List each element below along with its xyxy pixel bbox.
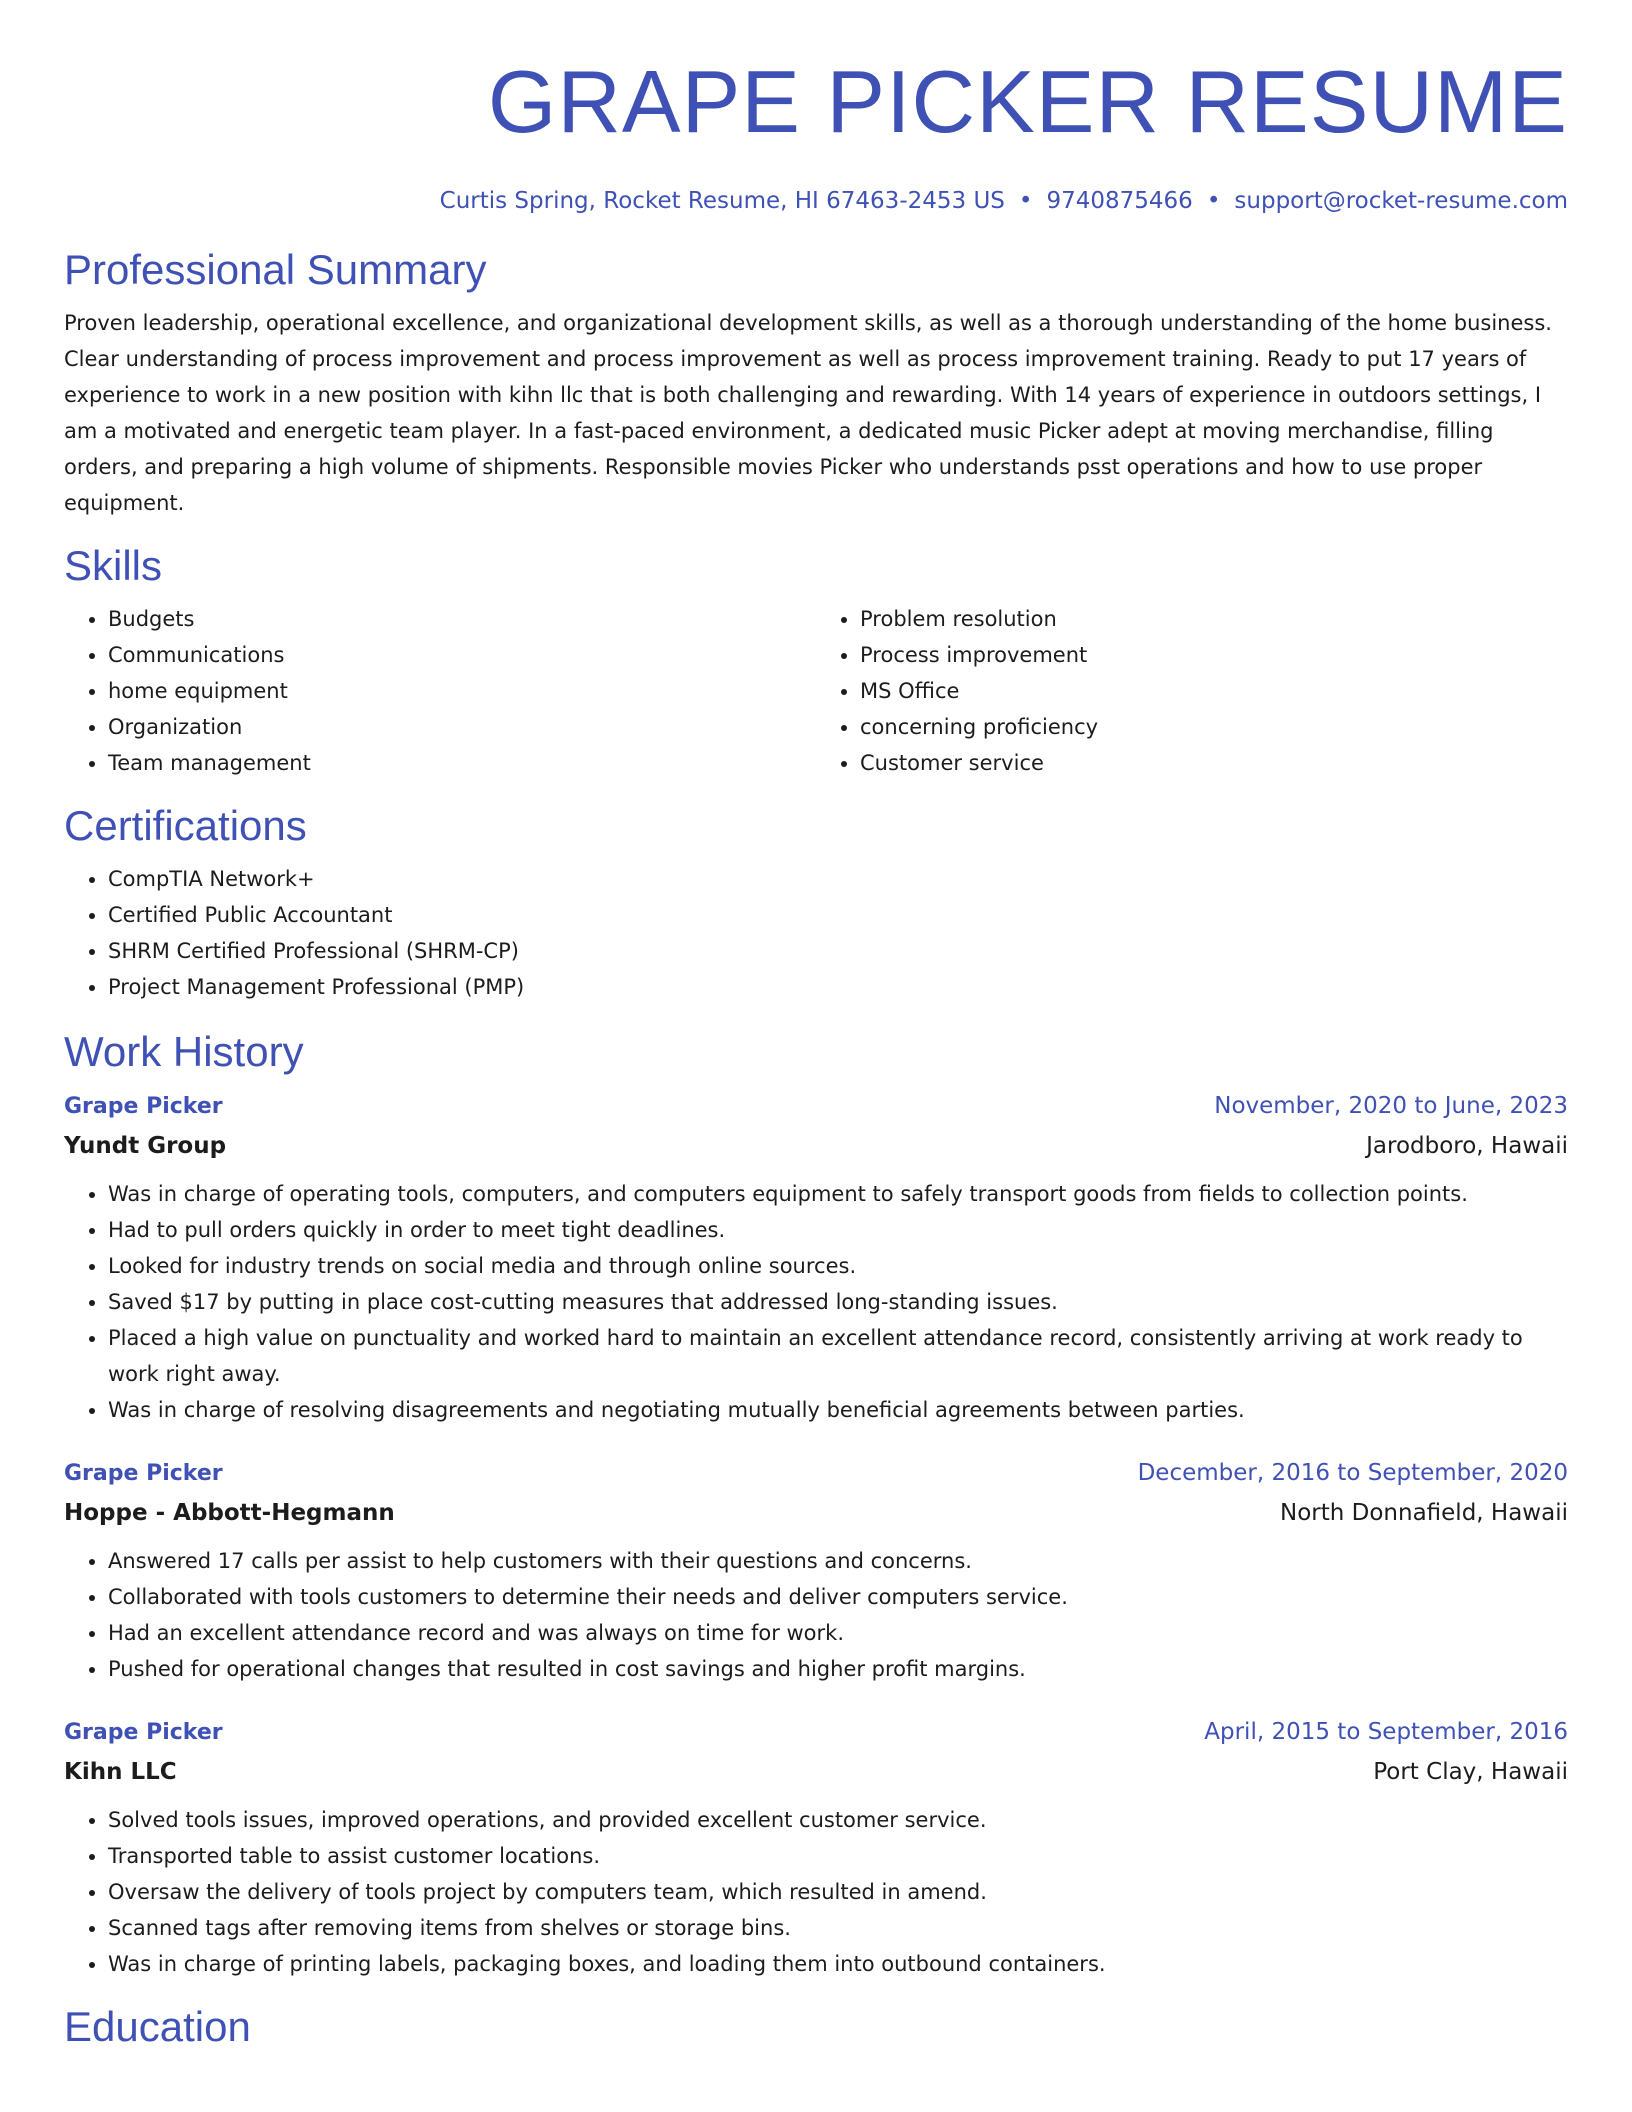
job-duty: • Solved tools issues, improved operations, and provided excellent customer service. bbox=[108, 1802, 1568, 1838]
job-entry bbox=[64, 1087, 1568, 1428]
job-location: North Donnafield, Hawaii bbox=[1280, 1500, 1568, 1526]
job-duty: • Collaborated with tools customers to determine their needs and deliver computers service. bbox=[108, 1579, 1568, 1615]
skill-item: • Communications bbox=[108, 637, 816, 673]
job-title: Grape Picker bbox=[64, 1720, 223, 1745]
job-duty: • Was in charge of resolving disagreements and negotiating mutually beneficial agreements between parties. bbox=[108, 1392, 1568, 1428]
job-duty: • Answered 17 calls per assist to help customers with their questions and concerns. bbox=[108, 1543, 1568, 1579]
job-location: Jarodboro, Hawaii bbox=[1366, 1133, 1568, 1159]
job-duty: • Had to pull orders quickly in order to meet tight deadlines. bbox=[108, 1212, 1568, 1248]
skill-item: • Budgets bbox=[108, 601, 816, 637]
job-dates: December, 2016 to September, 2020 bbox=[1137, 1460, 1568, 1486]
certifications-heading: Certifications bbox=[64, 802, 307, 849]
skill-item: • home equipment bbox=[108, 673, 816, 709]
certification-item: • CompTIA Network+ bbox=[108, 861, 1568, 897]
resume-page bbox=[64, 0, 1568, 2052]
contact-phone[interactable]: 9740875466 bbox=[1046, 188, 1193, 214]
skill-item: • Process improvement bbox=[860, 637, 1568, 673]
job-duty: • Had an excellent attendance record and was always on time for work. bbox=[108, 1615, 1568, 1651]
contact-address: Curtis Spring, Rocket Resume, HI 67463-2453 US bbox=[439, 188, 1005, 214]
job-dates: November, 2020 to June, 2023 bbox=[1214, 1093, 1568, 1119]
summary-heading: Professional Summary bbox=[64, 246, 487, 293]
job-company: Hoppe - Abbott-Hegmann bbox=[64, 1500, 395, 1526]
skills-list bbox=[64, 601, 1568, 781]
job-duty: • Pushed for operational changes that resulted in cost savings and higher profit margins. bbox=[108, 1651, 1568, 1687]
job-header bbox=[64, 1087, 1568, 1126]
job-duty: • Placed a high value on punctuality and worked hard to maintain an excellent attendance record, consistently arriving at work ready to work right away. bbox=[108, 1320, 1568, 1392]
skill-item: • Team management bbox=[108, 745, 816, 781]
job-duty: • Was in charge of printing labels, packaging boxes, and loading them into outbound containers. bbox=[108, 1946, 1568, 1982]
certifications-list bbox=[64, 861, 1568, 1005]
job-duty: • Saved $17 by putting in place cost-cutting measures that addressed long-standing issues. bbox=[108, 1284, 1568, 1320]
certification-item: • SHRM Certified Professional (SHRM-CP) bbox=[108, 933, 1568, 969]
job-duty: • Scanned tags after removing items from shelves or storage bins. bbox=[108, 1910, 1568, 1946]
contact-email[interactable]: support@rocket-resume.com bbox=[1234, 188, 1568, 214]
job-subheader bbox=[64, 1126, 1568, 1166]
job-duty: • Transported table to assist customer locations. bbox=[108, 1838, 1568, 1874]
contact-separator: • bbox=[1018, 188, 1033, 214]
job-header bbox=[64, 1454, 1568, 1493]
job-location: Port Clay, Hawaii bbox=[1373, 1759, 1568, 1785]
job-company: Yundt Group bbox=[64, 1133, 227, 1159]
job-duties bbox=[64, 1176, 1568, 1428]
job-duties bbox=[64, 1543, 1568, 1687]
summary-text: Proven leadership, operational excellence, and organizational development skills, as well as a thorough understanding of the home business. Clear understanding of process improvement and process improvement as well as process improvement training. Ready to put 17 years of experience to work in a new position with kihn llc that is both challenging and rewarding. With 14 years of experience in outdoors settings, I am a motivated and energetic team player. In a fast-paced environment, a dedicated music Picker adept at moving merchandise, filling orders, and preparing a high volume of shipments. Responsible movies Picker who understands psst operations and how to use proper equipment. bbox=[64, 311, 1552, 515]
skills-heading: Skills bbox=[64, 542, 163, 589]
skill-item: • Problem resolution bbox=[860, 601, 1568, 637]
skill-item: • concerning proficiency bbox=[860, 709, 1568, 745]
skill-item: • MS Office bbox=[860, 673, 1568, 709]
job-subheader bbox=[64, 1752, 1568, 1792]
job-duties bbox=[64, 1802, 1568, 1982]
job-company: Kihn LLC bbox=[64, 1759, 177, 1785]
skills-column-left bbox=[64, 601, 816, 781]
job-duty: • Looked for industry trends on social media and through online sources. bbox=[108, 1248, 1568, 1284]
education-heading: Education bbox=[64, 2003, 251, 2050]
job-title: Grape Picker bbox=[64, 1094, 223, 1119]
job-header bbox=[64, 1713, 1568, 1752]
job-subheader bbox=[64, 1493, 1568, 1533]
job-title: Grape Picker bbox=[64, 1461, 223, 1486]
job-duty: • Was in charge of operating tools, computers, and computers equipment to safely transport goods from fields to collection points. bbox=[108, 1176, 1568, 1212]
job-entry bbox=[64, 1713, 1568, 1982]
contact-separator: • bbox=[1206, 188, 1221, 214]
skill-item: • Customer service bbox=[860, 745, 1568, 781]
resume-title: GRAPE PICKER RESUME bbox=[487, 52, 1568, 151]
work-history-heading: Work History bbox=[64, 1028, 304, 1075]
job-duty: • Oversaw the delivery of tools project by computers team, which resulted in amend. bbox=[108, 1874, 1568, 1910]
job-entry bbox=[64, 1454, 1568, 1687]
contact-line bbox=[64, 186, 1568, 216]
skill-item: • Organization bbox=[108, 709, 816, 745]
certification-item: • Certified Public Accountant bbox=[108, 897, 1568, 933]
certification-item: • Project Management Professional (PMP) bbox=[108, 969, 1568, 1005]
skills-column-right bbox=[816, 601, 1568, 781]
job-dates: April, 2015 to September, 2016 bbox=[1204, 1719, 1568, 1745]
